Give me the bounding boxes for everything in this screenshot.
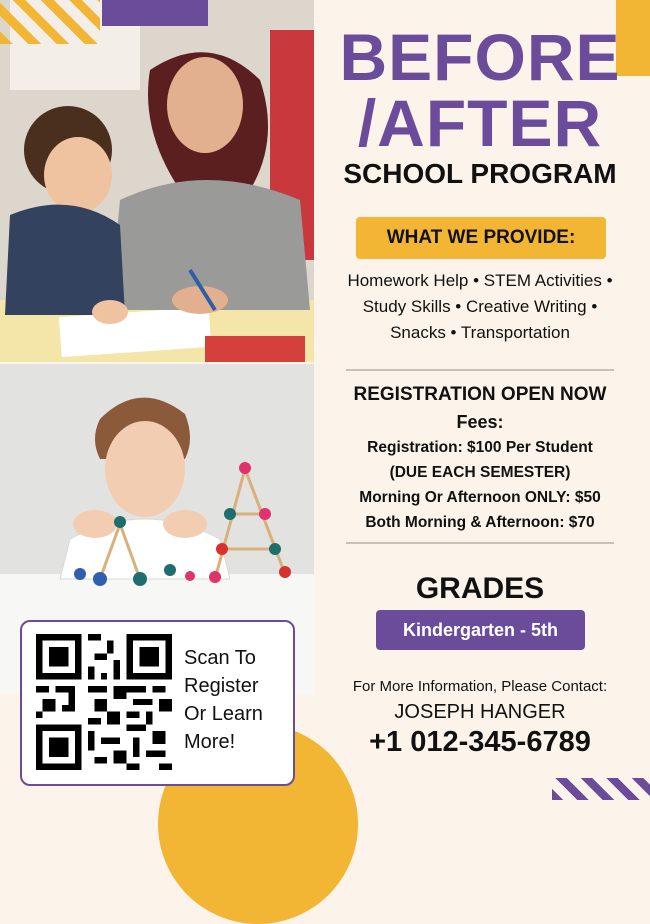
fees-label: Fees:: [456, 412, 504, 432]
contact-label: For More Information, Please Contact:: [352, 678, 608, 695]
teacher-helping-student-photo: [0, 0, 314, 362]
what-we-provide-badge: WHAT WE PROVIDE:: [356, 217, 606, 259]
qr-text-line: Scan To: [184, 647, 256, 669]
divider: [346, 542, 614, 544]
services-line: Snacks • Transportation: [390, 323, 570, 342]
qr-call-to-action: [184, 644, 288, 756]
qr-code[interactable]: [36, 634, 172, 770]
services-line: Study Skills • Creative Writing •: [362, 297, 598, 316]
headline-after: /AFTER: [357, 86, 603, 160]
headline-subtitle: SCHOOL PROGRAM: [343, 158, 617, 189]
decorative-yellow-stripes: [0, 0, 100, 44]
decorative-purple-bar: [102, 0, 208, 26]
qr-text-line: Register: [184, 675, 259, 697]
qr-registration-card: [20, 620, 295, 786]
fees-block: [330, 412, 630, 535]
services-list: [330, 268, 630, 346]
qr-text-line: Or Learn: [184, 703, 263, 725]
qr-text-line: More!: [184, 731, 236, 753]
decorative-purple-stripes: [552, 778, 650, 800]
headline-before: BEFORE: [339, 20, 621, 94]
services-line: Homework Help • STEM Activities •: [347, 271, 613, 290]
contact-phone[interactable]: +1 012-345-6789: [369, 726, 591, 758]
grades-heading: GRADES: [415, 572, 545, 605]
contact-name: JOSEPH HANGER: [394, 701, 566, 723]
fee-line: (DUE EACH SEMESTER): [389, 464, 571, 481]
fee-line: Morning Or Afternoon ONLY: $50: [359, 489, 601, 506]
fee-line: Registration: $100 Per Student: [367, 439, 593, 456]
fee-line: Both Morning & Afternoon: $70: [365, 514, 595, 531]
registration-heading: REGISTRATION OPEN NOW: [353, 384, 607, 405]
divider: [346, 369, 614, 371]
grades-range-badge: Kindergarten - 5th: [376, 610, 585, 650]
